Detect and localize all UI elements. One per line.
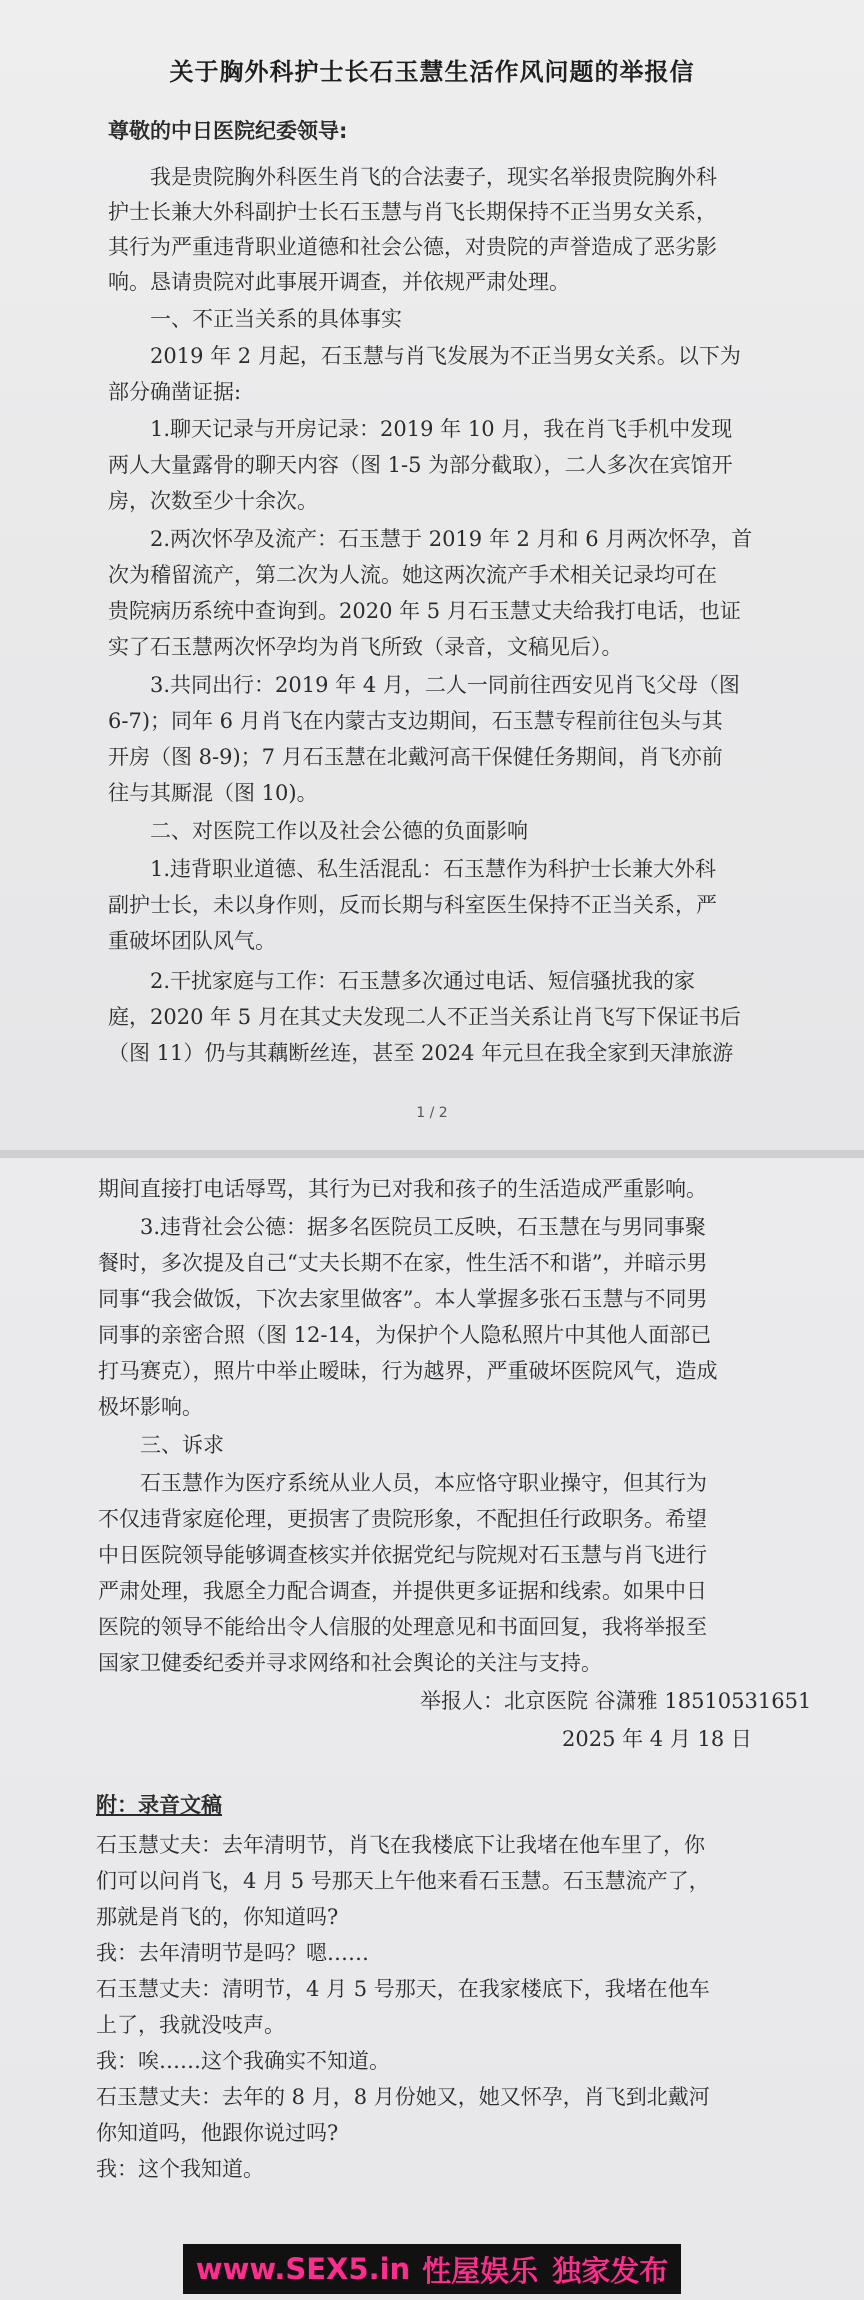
text-line: 3.违背社会公德：据多名医院员工反映，石玉慧在与男同事聚 bbox=[140, 1215, 707, 1239]
transcript-line: 我：去年清明节是吗？嗯…… bbox=[96, 1941, 369, 1965]
section-heading: 一、不正当关系的具体事实 bbox=[150, 307, 402, 331]
text-line: 国家卫健委纪委并寻求网络和社会舆论的关注与支持。 bbox=[98, 1651, 602, 1675]
text-line: 餐时，多次提及自己“丈夫长期不在家，性生活不和谐”，并暗示男 bbox=[98, 1251, 708, 1275]
text-line: 护士长兼大外科副护士长石玉慧与肖飞长期保持不正当男女关系， bbox=[108, 200, 717, 224]
text-line: 部分确凿证据: bbox=[108, 380, 242, 404]
transcript-line: 那就是肖飞的，你知道吗? bbox=[96, 1905, 339, 1929]
text-line: （图 11）仍与其藕断丝连，甚至 2024 年元旦在我全家到天津旅游 bbox=[108, 1041, 734, 1065]
salutation: 尊敬的中日医院纪委领导: bbox=[108, 119, 348, 143]
text-line: 贵院病历系统中查询到。2020 年 5 月石玉慧丈夫给我打电话，也证 bbox=[108, 599, 741, 623]
text-line: 房，次数至少十余次。 bbox=[108, 489, 318, 513]
page-number: 1 / 2 bbox=[416, 1105, 448, 1121]
attachment-title: 附：录音文稿 bbox=[96, 1793, 222, 1817]
text-line: 实了石玉慧两次怀孕均为肖飞所致（录音，文稿见后）。 bbox=[108, 635, 623, 659]
banner-tag: 独家发布 bbox=[552, 2253, 669, 2288]
text-line: 副护士长，未以身作则，反而长期与科室医生保持不正当关系，严 bbox=[108, 893, 717, 917]
section-heading: 三、诉求 bbox=[140, 1433, 224, 1457]
banner-url: www.SEX5.in bbox=[195, 2252, 411, 2286]
text-line: 两人大量露骨的聊天内容（图 1-5 为部分截取），二人多次在宾馆开 bbox=[108, 453, 733, 477]
transcript-line: 石玉慧丈夫：去年清明节，肖飞在我楼底下让我堵在他车里了，你 bbox=[96, 1833, 705, 1857]
text-line: 中日医院领导能够调查核实并依据党纪与院规对石玉慧与肖飞进行 bbox=[98, 1543, 707, 1567]
watermark-banner bbox=[183, 2244, 681, 2294]
text-line: 我是贵院胸外科医生肖飞的合法妻子，现实名举报贵院胸外科 bbox=[150, 165, 717, 189]
text-line: 石玉慧作为医疗系统从业人员，本应恪守职业操守，但其行为 bbox=[140, 1471, 707, 1495]
text-line: 3.共同出行：2019 年 4 月，二人一同前往西安见肖飞父母（图 bbox=[150, 673, 740, 697]
transcript-line: 我：这个我知道。 bbox=[96, 2157, 264, 2181]
text-line: 期间直接打电话辱骂，其行为已对我和孩子的生活造成严重影响。 bbox=[98, 1177, 707, 1201]
transcript-line: 你知道吗，他跟你说过吗? bbox=[96, 2121, 339, 2145]
text-line: 其行为严重违背职业道德和社会公德，对贵院的声誉造成了恶劣影 bbox=[108, 235, 717, 259]
text-line: 1.聊天记录与开房记录：2019 年 10 月，我在肖飞手机中发现 bbox=[150, 417, 733, 441]
text-line: 响。恳请贵院对此事展开调查，并依规严肃处理。 bbox=[108, 270, 570, 294]
section-heading: 二、对医院工作以及社会公德的负面影响 bbox=[150, 819, 528, 843]
transcript-line: 们可以问肖飞，4 月 5 号那天上午他来看石玉慧。石玉慧流产了， bbox=[96, 1869, 710, 1893]
text-line: 往与其厮混（图 10)。 bbox=[108, 781, 318, 805]
signature: 举报人：北京医院 谷潇雅 18510531651 bbox=[420, 1689, 812, 1713]
text-line: 同事“我会做饭，下次去家里做客”。本人掌握多张石玉慧与不同男 bbox=[98, 1287, 708, 1311]
text-line: 医院的领导不能给出令人信服的处理意见和书面回复，我将举报至 bbox=[98, 1615, 707, 1639]
letter-title: 关于胸外科护士长石玉慧生活作风问题的举报信 bbox=[169, 58, 695, 86]
text-line: 极坏影响。 bbox=[98, 1395, 203, 1419]
transcript-line: 石玉慧丈夫：去年的 8 月，8 月份她又，她又怀孕，肖飞到北戴河 bbox=[96, 2085, 710, 2109]
text-line: 打马赛克），照片中举止暧昧，行为越界，严重破坏医院风气，造成 bbox=[98, 1359, 718, 1383]
text-line: 次为稽留流产，第二次为人流。她这两次流产手术相关记录均可在 bbox=[108, 563, 717, 587]
text-line: 6-7)；同年 6 月肖飞在内蒙古支边期间，石玉慧专程前往包头与其 bbox=[108, 709, 723, 733]
text-line: 不仅违背家庭伦理，更损害了贵院形象，不配担任行政职务。希望 bbox=[98, 1507, 707, 1531]
text-line: 2.两次怀孕及流产：石玉慧于 2019 年 2 月和 6 月两次怀孕，首 bbox=[150, 527, 753, 551]
text-line: 同事的亲密合照（图 12-14，为保护个人隐私照片中其他人面部已 bbox=[98, 1323, 712, 1347]
transcript-line: 上了，我就没吱声。 bbox=[96, 2013, 285, 2037]
transcript-line: 石玉慧丈夫：清明节，4 月 5 号那天，在我家楼底下，我堵在他车 bbox=[96, 1977, 710, 2001]
text-line: 庭，2020 年 5 月在其丈夫发现二人不正当关系让肖飞写下保证书后 bbox=[108, 1005, 741, 1029]
text-line: 2019 年 2 月起，石玉慧与肖飞发展为不正当男女关系。以下为 bbox=[150, 344, 741, 368]
letter-date: 2025 年 4 月 18 日 bbox=[562, 1727, 752, 1751]
letter-page-2 bbox=[0, 1158, 864, 2300]
text-line: 严肃处理，我愿全力配合调查，并提供更多证据和线索。如果中日 bbox=[98, 1579, 707, 1603]
text-line: 重破坏团队风气。 bbox=[108, 929, 276, 953]
text-line: 2.干扰家庭与工作：石玉慧多次通过电话、短信骚扰我的家 bbox=[150, 969, 696, 993]
transcript-line: 我：唉……这个我确实不知道。 bbox=[96, 2049, 390, 2073]
text-line: 开房（图 8-9)；7 月石玉慧在北戴河高干保健任务期间，肖飞亦前 bbox=[108, 745, 723, 769]
text-line: 1.违背职业道德、私生活混乱：石玉慧作为科护士长兼大外科 bbox=[150, 857, 717, 881]
banner-tag: 性屋娱乐 bbox=[422, 2253, 539, 2288]
